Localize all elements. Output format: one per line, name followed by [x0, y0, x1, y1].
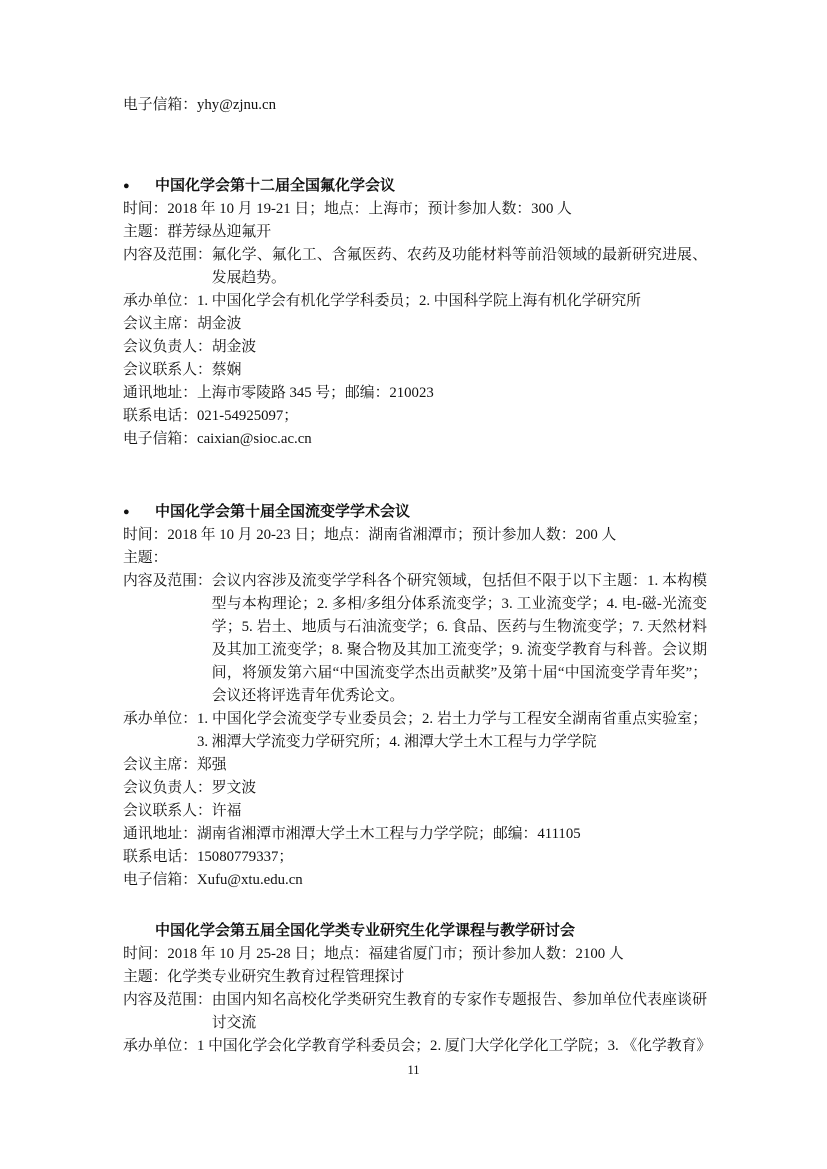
- field-row: [123, 777, 707, 800]
- conference-section: [123, 920, 712, 1058]
- field-label: 时间：: [123, 201, 168, 217]
- field-value: 郑强: [197, 757, 227, 773]
- field-value: 15080779337；: [197, 849, 294, 865]
- field-row: [123, 221, 707, 244]
- bullet-icon: ●: [123, 506, 130, 518]
- field-row: [123, 570, 707, 708]
- field-label: 主题：: [123, 550, 168, 566]
- conference-title: 中国化学会第五届全国化学类专业研究生化学课程与教学研讨会: [155, 923, 576, 939]
- field-label: 会议联系人：: [123, 362, 212, 378]
- field-row: [123, 336, 707, 359]
- field-value: 许福: [211, 803, 242, 819]
- field-value: 蔡娴: [211, 362, 242, 378]
- field-label: 时间：: [123, 527, 168, 543]
- bullet-icon: ●: [123, 180, 130, 192]
- field-value: 湖南省湘潭市湘潭大学土木工程与力学学院；邮编：411105: [197, 826, 581, 842]
- field-value: 由国内知名高校化学类研究生教育的专家作专题报告、参加单位代表座谈研讨交流: [211, 992, 707, 1031]
- field-row: [123, 966, 707, 989]
- field-row: [123, 800, 707, 823]
- field-label: 主题：: [123, 224, 168, 240]
- field-value: 胡金波: [197, 316, 242, 332]
- field-label: 会议联系人：: [123, 803, 212, 819]
- field-value: 上海市零陵路 345 号；邮编：210023: [197, 385, 434, 401]
- field-value: 021-54925097；: [197, 408, 299, 424]
- field-value: 1 中国化学会化学教育学科委员会；2. 厦门大学化学化工学院；3. 《化学教育》: [197, 1038, 712, 1054]
- field-value: 2018 年 10 月 25-28 日；地点：福建省厦门市；预计参加人数：2100 人: [167, 946, 624, 962]
- field-value: 会议内容涉及流变学学科各个研究领域，包括但不限于以下主题：1. 本构模型与本构理论；2. 多相/多组分体系流变学；3. 工业流变学；4. 电-磁-光流变学；5. 岩土、地质与石油流变学；6. 食品、医药与生物流变学；7. 天然材料及其加工流变学；8. 聚合物及其加工流变学；9. 流变学教育与科普。会议期间，将颁发第六届“中国流变学杰出贡献奖”及第十届“中国流变学青年奖”；会议还将评选青年优秀论文。: [211, 573, 707, 704]
- field-value: 罗文波: [211, 780, 257, 796]
- field-label: 电子信箱：: [123, 97, 197, 113]
- field-label: 电子信箱：: [123, 431, 197, 447]
- field-label: 联系电话：: [123, 408, 197, 424]
- conference-title-row: [123, 175, 707, 198]
- field-row: [123, 1035, 712, 1058]
- field-label: 通讯地址：: [123, 385, 197, 401]
- conference-section: [123, 175, 707, 451]
- field-row: [123, 547, 707, 570]
- field-label: 时间：: [123, 946, 168, 962]
- field-value: 化学类专业研究生教育过程管理探讨: [167, 969, 405, 985]
- field-value: 1. 中国化学会流变学专业委员会；2. 岩土力学与工程安全湖南省重点实验室；3. 湘潭大学流变力学研究所；4. 湘潭大学土木工程与力学学院: [197, 711, 707, 750]
- field-label: 会议主席：: [123, 316, 197, 332]
- field-label: 内容及范围：: [123, 573, 212, 589]
- field-value: yhy@zjnu.cn: [197, 97, 276, 113]
- conference-title-row: [123, 501, 707, 524]
- field-row: [123, 754, 707, 777]
- field-label: 主题：: [123, 969, 168, 985]
- field-row: [123, 943, 707, 966]
- field-row: [123, 290, 707, 313]
- field-row: [123, 359, 707, 382]
- field-row: [123, 428, 707, 451]
- field-label: 电子信箱：: [123, 872, 197, 888]
- field-row: [123, 244, 707, 290]
- field-label: 承办单位：: [123, 293, 197, 309]
- field-label: 会议主席：: [123, 757, 197, 773]
- field-label: 通讯地址：: [123, 826, 197, 842]
- field-label: 承办单位：: [123, 1038, 197, 1054]
- field-value: Xufu@xtu.edu.cn: [197, 872, 303, 888]
- conference-title: 中国化学会第十二届全国氟化学会议: [155, 178, 396, 194]
- field-row: [123, 382, 707, 405]
- conference-title: 中国化学会第十届全国流变学学术会议: [155, 504, 411, 520]
- field-value: 氟化学、氟化工、含氟医药、农药及功能材料等前沿领域的最新研究进展、发展趋势。: [211, 247, 707, 286]
- conference-sections: [123, 175, 712, 1058]
- field-value: [167, 547, 707, 570]
- page-content: [123, 94, 712, 1058]
- field-row: [123, 869, 707, 892]
- field-row: [123, 313, 707, 336]
- field-label: 内容及范围：: [123, 247, 212, 263]
- field-row: [123, 708, 707, 754]
- field-row: [123, 198, 707, 221]
- field-value: 胡金波: [211, 339, 257, 355]
- field-label: 承办单位：: [123, 711, 197, 727]
- field-label: 内容及范围：: [123, 992, 212, 1008]
- bullet-icon: [123, 920, 155, 943]
- field-row: [123, 524, 707, 547]
- field-value: caixian@sioc.ac.cn: [197, 431, 312, 447]
- page-number: 11: [407, 1063, 420, 1077]
- field-row: [123, 989, 707, 1035]
- conference-section: [123, 501, 707, 892]
- field-value: 群芳绿丛迎氟开: [167, 224, 271, 240]
- field-label: 会议负责人：: [123, 339, 212, 355]
- field-label: 会议负责人：: [123, 780, 212, 796]
- field-row: [123, 405, 707, 428]
- field-value: 1. 中国化学会有机化学学科委员；2. 中国科学院上海有机化学研究所: [197, 293, 641, 309]
- conference-title-row: [123, 920, 707, 943]
- field-row: [123, 846, 707, 869]
- field-value: 2018 年 10 月 20-23 日；地点：湖南省湘潭市；预计参加人数：200 人: [167, 527, 617, 543]
- orphan-contact-line: [123, 94, 707, 117]
- field-label: 联系电话：: [123, 849, 197, 865]
- field-value: 2018 年 10 月 19-21 日；地点：上海市；预计参加人数：300 人: [167, 201, 572, 217]
- field-row: [123, 823, 707, 846]
